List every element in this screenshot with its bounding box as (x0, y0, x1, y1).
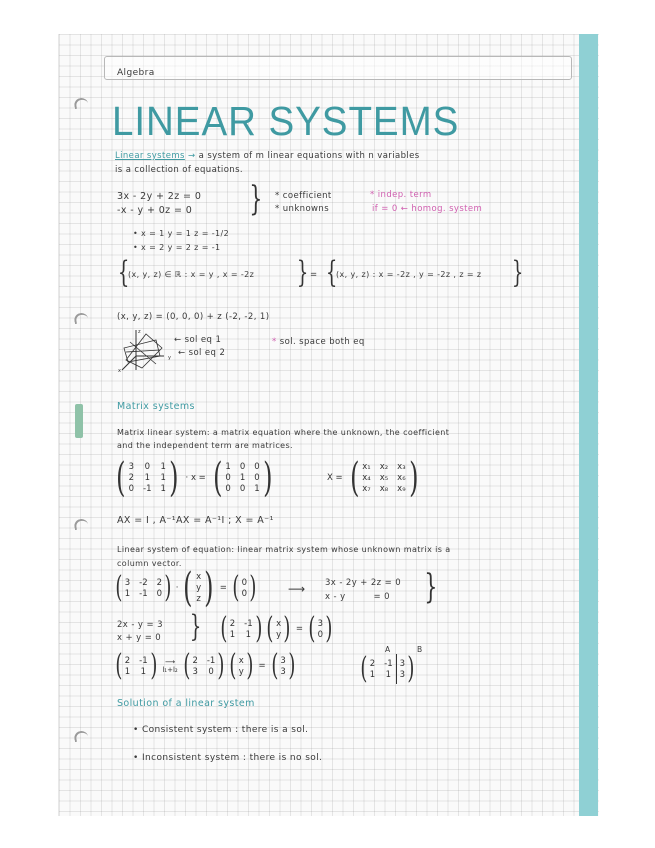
matrix-entry: 0 (144, 462, 150, 472)
matrix-entry: -1 (139, 588, 148, 599)
intro-text-1: a system of m linear equations with n variables (198, 151, 420, 161)
section-matrix-systems: Matrix systems (117, 401, 195, 412)
matrix-entry: 2 (369, 658, 376, 669)
matrix-entry: -1 (206, 655, 216, 666)
matrix-entry: 3 (280, 655, 286, 666)
matrix-entry: 3 (128, 462, 135, 472)
header-box (104, 56, 572, 80)
matrix-entry: x (276, 618, 282, 629)
matrix-def-1: Matrix linear system: a matrix equation where the unknown, the coefficient (117, 428, 450, 437)
augmented-label-A: A (385, 645, 391, 654)
matrix-A (129, 462, 166, 494)
matrix-expression-1: ( 3 0 1 2 1 1 0 -1 1 ) · x = ( 1 0 0 0 1 0 0 0 1 ) (116, 455, 273, 501)
matrix-entry: -2 (139, 577, 148, 588)
matrix-entry: 3 (192, 666, 198, 677)
matrix-entry: z (196, 594, 201, 604)
svg-text:y: y (168, 355, 171, 361)
zero-vector (242, 578, 247, 599)
x-equals-label: X = (327, 473, 343, 483)
matrix-entry: y (196, 583, 202, 593)
intro-line-1 (115, 151, 420, 161)
multiply-label: · x = (185, 473, 206, 483)
inconsistent-system: • Inconsistent system : there is no sol. (133, 753, 323, 763)
matrix-entry: 2 (128, 473, 135, 483)
matrix-entry: -1 (143, 484, 152, 494)
matrix-entry: 1 (160, 462, 166, 472)
intro-line-2: is a collection of equations. (115, 165, 244, 175)
svg-text:z: z (138, 329, 141, 335)
matrix-entry: 3 (280, 666, 286, 677)
matrix-entry: 2 (192, 655, 198, 666)
set-brace-open: { (117, 255, 130, 290)
system-eq-2: -x - y + 0z = 0 (117, 205, 193, 216)
parametric-solution: (x, y, z) = (0, 0, 0) + z (-2, -2, 1) (117, 312, 270, 322)
matrix-entry: 1 (160, 484, 166, 494)
matrix-entry: 0 (241, 588, 247, 599)
lse-brace: } (424, 567, 438, 607)
set-equals: = (310, 270, 318, 280)
example-unknown-vector (276, 619, 281, 640)
example-result-vector (318, 619, 323, 640)
augmented-B (400, 659, 405, 680)
matrix-entry: x (238, 655, 244, 666)
matrix-entry: 0 (128, 484, 135, 494)
matrix-entry: 0 (156, 588, 163, 599)
example-brace: } (189, 609, 202, 644)
lse-eq-2: x - y = 0 (325, 592, 390, 602)
matrix-entry: 1 (225, 462, 231, 472)
example-matrix-expression: ( 2 -1 1 1 ) ( x y ) = ( 3 0 ) (220, 611, 333, 646)
matrix-entry: 2 (229, 618, 236, 629)
matrix-entry: 3 (124, 577, 131, 588)
matrix-entry: y (276, 629, 282, 640)
arrow-right-icon: ⟶ (288, 582, 306, 596)
coefficient-matrix (125, 578, 162, 599)
matrix-entry: -1 (244, 618, 253, 629)
matrix-entry: 1 (254, 484, 260, 494)
note-homog: if = 0 ← homog. system (372, 204, 483, 214)
matrix-entry: x₇ (362, 484, 371, 494)
matrix-entry: 0 (225, 473, 231, 483)
matrix-entry: 1 (144, 473, 150, 483)
matrix-entry: 1 (140, 666, 147, 677)
matrix-entry: 3 (399, 669, 406, 680)
system-eq-1: 3x - 2y + 2z = 0 (117, 191, 202, 202)
consistent-system: • Consistent system : there is a sol. (133, 725, 309, 735)
matrix-entry: 0 (208, 666, 214, 677)
note-indep-term: * indep. term (370, 190, 432, 200)
augmented-label-B: B (417, 645, 423, 654)
set-brace-close: } (296, 255, 309, 290)
matrix-entry: 1 (385, 669, 392, 680)
matrix-entry: 0 (239, 484, 246, 494)
solution-2: • x = 2 y = 2 z = -1 (133, 243, 221, 252)
matrix-entry: x₅ (379, 473, 389, 483)
row-unknown-vector (239, 656, 244, 677)
row-result-vector (280, 656, 285, 677)
page-title: LINEAR SYSTEMS (112, 98, 460, 144)
arrow-icon: → (188, 151, 196, 161)
matrix-entry: x₉ (397, 484, 406, 494)
matrix-entry: y (238, 666, 244, 677)
note-unknowns: * unknowns (275, 204, 330, 214)
identity-matrix (225, 462, 259, 494)
unknown-vector (196, 572, 201, 604)
section-solution: Solution of a linear system (117, 698, 255, 709)
matrix-entry: 0 (317, 629, 324, 640)
matrix-entry: 1 (124, 666, 131, 677)
matrix-entry: 0 (254, 473, 260, 483)
matrix-entry: 3 (399, 658, 406, 669)
diagram-label-2: ← sol eq 2 (178, 348, 226, 358)
matrix-entry: 1 (124, 588, 131, 599)
subject-label: Algebra (117, 68, 155, 78)
intro-term: Linear systems (115, 151, 185, 161)
lse-eq-1: 3x - 2y + 2z = 0 (325, 578, 402, 588)
page-edge-strip (579, 34, 598, 816)
matrix-entry: 1 (369, 669, 376, 680)
lse-def-1: Linear system of equation: linear matrix system whose unknown matrix is a (117, 545, 451, 554)
matrix-entry: -1 (384, 658, 393, 669)
example-coefficient-matrix (230, 619, 253, 640)
matrix-expression-X: X = ( x₁ x₂ x₃ x₄ x₅ x₆ x₇ x₈ x₉ ) (327, 455, 419, 501)
matrix-entry: x₈ (379, 484, 389, 494)
set-right: (x, y, z) : x = -2z , y = -2z , z = z (336, 270, 482, 279)
matrix-def-2: and the independent term are matrices. (117, 441, 293, 450)
row-matrix-after (192, 656, 215, 677)
matrix-X (362, 462, 405, 494)
matrix-entry: 1 (239, 473, 246, 483)
matrix-entry: 0 (241, 577, 247, 588)
matrix-entry: 1 (160, 473, 166, 483)
row-reduction-expression: ( 2 -1 1 1 ) ⟶ l₁+l₂ ( 2 -1 3 0 ) ( x y ) = ( 3 3 ) (115, 648, 296, 683)
matrix-entry: x₃ (397, 462, 406, 472)
matrix-entry: x₂ (379, 462, 389, 472)
matrix-entry: 2 (124, 655, 131, 666)
matrix-entry: x (196, 572, 202, 582)
set-left: (x, y, z) ∈ ℝ : x = y , x = -2z (128, 270, 255, 279)
example-eq-1: 2x - y = 3 (117, 620, 163, 630)
lse-matrix-expression: ( 3 -2 2 1 -1 0 ) · ( x y z ) = ( 0 0 ) (115, 565, 257, 611)
lse-def-2: column vector. (117, 559, 182, 568)
matrix-entry: x₄ (362, 473, 371, 483)
augmented-A (370, 659, 393, 680)
diagram-note: * sol. space both eq (272, 337, 365, 347)
matrix-entry: 0 (254, 462, 260, 472)
matrix-entry: x₆ (397, 473, 406, 483)
inverse-formula: AX = I , A⁻¹AX = A⁻¹I ; X = A⁻¹ (117, 515, 274, 526)
binding-tab (75, 404, 83, 438)
matrix-entry: 2 (156, 577, 163, 588)
solution-1: • x = 1 y = 1 z = -1/2 (133, 229, 230, 238)
row-operation: ⟶ l₁+l₂ (162, 658, 178, 674)
diagram-label-1: ← sol eq 1 (174, 335, 222, 345)
note-coefficient: * coefficient (275, 191, 332, 201)
matrix-entry: 0 (239, 462, 246, 472)
matrix-entry: -1 (139, 655, 148, 666)
row-matrix-before (125, 656, 148, 677)
svg-text:x: x (118, 368, 121, 374)
set-brace-open-2: { (325, 255, 338, 290)
example-eq-2: x + y = 0 (117, 633, 162, 643)
matrix-entry: x₁ (362, 462, 371, 472)
matrix-entry: 1 (245, 629, 252, 640)
matrix-entry: 0 (225, 484, 231, 494)
augmented-matrix: ( 2 -1 1 1 3 3 ) (360, 651, 415, 686)
matrix-entry: 1 (229, 629, 236, 640)
set-brace-close-2: } (511, 255, 524, 290)
matrix-entry: 3 (317, 618, 324, 629)
system-brace: } (249, 179, 263, 219)
